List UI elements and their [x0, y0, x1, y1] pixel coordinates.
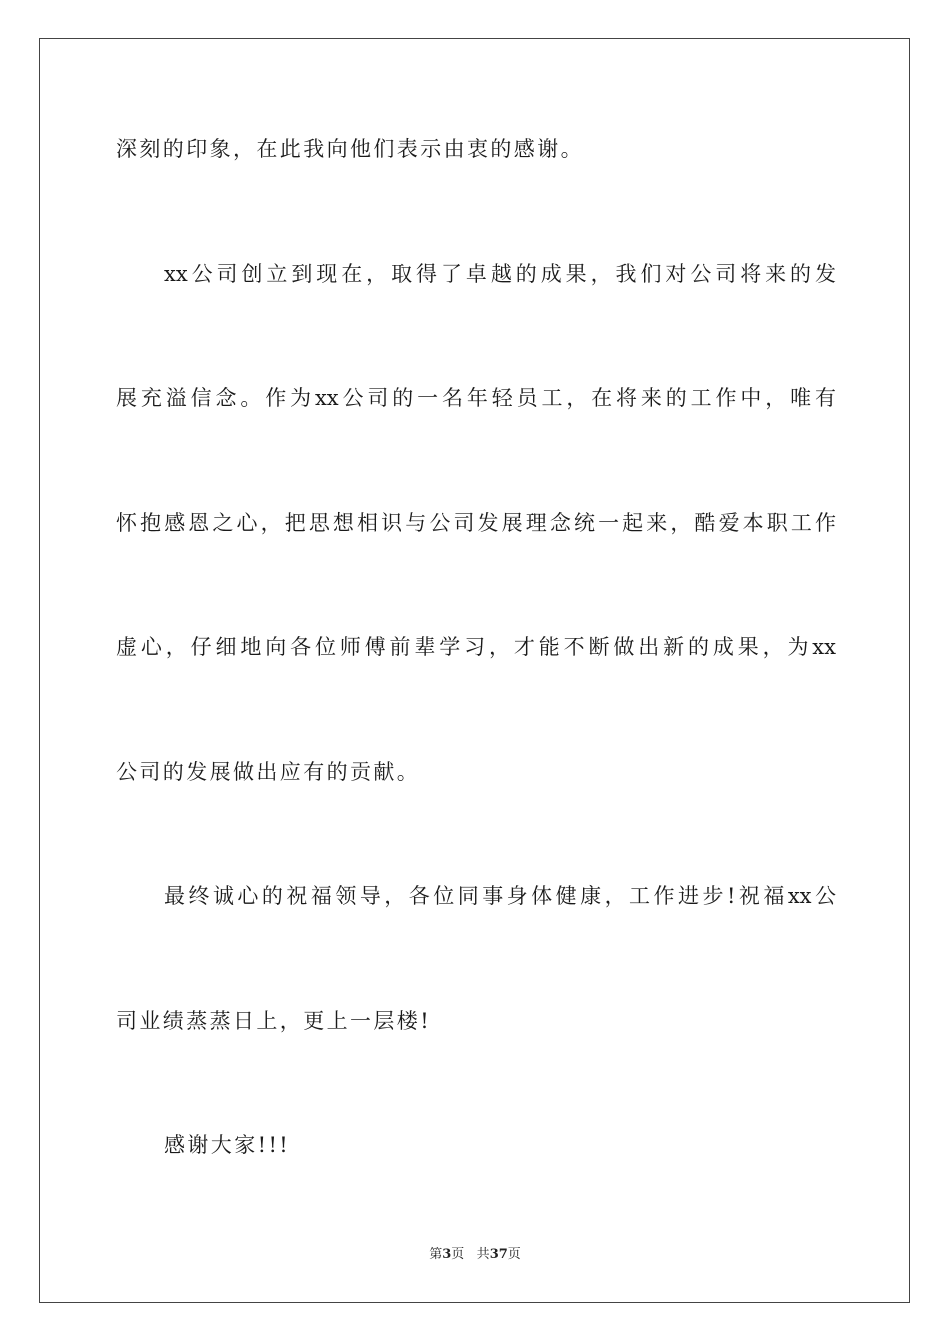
footer-total-suffix: 页 [507, 1247, 521, 1262]
current-page-number: 3 [442, 1247, 452, 1262]
page-footer [0, 1246, 950, 1264]
text-line-3: 展充溢信念。作为xx公司的一名年轻员工，在将来的工作中，唯有 [116, 386, 836, 410]
text-line-4: 怀抱感恩之心，把思想相识与公司发展理念统一起来，酷爱本职工作 [116, 511, 836, 535]
total-page-count: 37 [489, 1247, 508, 1262]
text-line-7: 最终诚心的祝福领导，各位同事身体健康，工作进步!祝福xx公 [164, 884, 836, 908]
footer-page-suffix: 页 [451, 1247, 465, 1262]
footer-total-prefix: 共 [476, 1247, 490, 1262]
footer-prefix: 第 [429, 1247, 443, 1262]
page-border [39, 38, 910, 1303]
text-line-6: 公司的发展做出应有的贡献。 [116, 760, 421, 784]
text-line-5: 虚心，仔细地向各位师傅前辈学习，才能不断做出新的成果，为xx [116, 635, 836, 659]
text-line-8: 司业绩蒸蒸日上，更上一层楼! [116, 1009, 432, 1033]
text-line-1: 深刻的印象，在此我向他们表示由衷的感谢。 [116, 137, 584, 161]
text-line-2: xx公司创立到现在，取得了卓越的成果，我们对公司将来的发 [164, 262, 836, 286]
text-line-9: 感谢大家!!! [164, 1133, 291, 1157]
